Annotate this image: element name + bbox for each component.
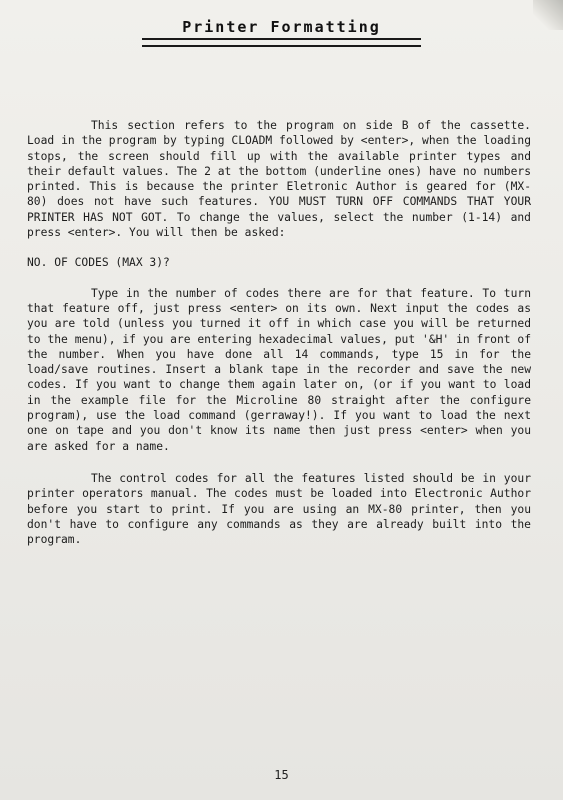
paragraph-codes: Type in the number of codes there are for that feature. To turn that feature off, just press <enter> on its own. Next input the codes as you are told (unless you turned it off in which case you will be returned to the menu), if you are entering hexadecimal values, put '&H' in front of the number. When you have done all 14 commands, type 15 in for the load/save routines. Insert a blank tape in the recorder and save the new codes. If you want to change them again later on, (or if you want to load in the example file for the Microline 80 straight after the configure program), use the load command (gerraway!). If you want to load the next one on tape and you don't know its name then just press <enter> when you are asked for a name.: [27, 286, 531, 453]
prompt-line: NO. OF CODES (MAX 3)?: [27, 256, 170, 270]
page-title: Printer Formatting: [182, 18, 381, 36]
page-number: 15: [274, 768, 289, 782]
body-text: [27, 118, 531, 547]
title-double-underline: [142, 38, 421, 47]
paragraph-intro: This section refers to the program on side B of the cassette. Load in the program by typing CLOADM followed by <enter>, when the loading stops, the screen should fill up with the available printer types and their default values. The 2 at the bottom (underline ones) have no numbers printed. This is because the printer Eletronic Author is geared for (MX-80) does not have such features. YOU MUST TURN OFF COMMANDS THAT YOUR PRINTER HAS NOT GOT. To change the values, select the number (1-14) and press <enter>. You will then be asked:: [27, 119, 531, 240]
paragraph-control-codes: The control codes for all the features listed should be in your printer operators manual. The codes must be loaded into Electronic Author before you start to print. If you are using an MX-80 printer, then you don't have to configure any commands as they are already built into the program.: [27, 471, 531, 547]
